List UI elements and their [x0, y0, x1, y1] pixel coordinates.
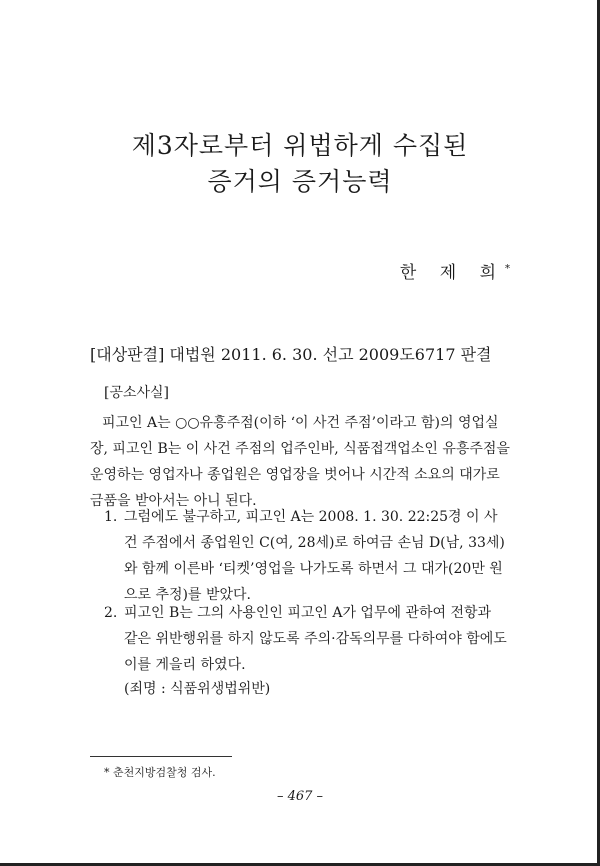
case-reference: [대상판결] 대법원 2011. 6. 30. 선고 2009도6717 판결 [90, 345, 492, 364]
author-footnote-mark: * [505, 263, 510, 275]
title-line-2: 증거의 증거능력 [207, 167, 393, 196]
item-text: 피고인 B는 그의 사용인인 피고인 A가 업무에 관하여 전항과 같은 위반행위를 하지 않도록 주의·감독의무를 다하여야 함에도 이를 게을리 하였다. [124, 605, 507, 673]
title-line-1: 제3자로부터 위법하게 수집된 [131, 131, 469, 160]
item-text: 그럼에도 불구하고, 피고인 A는 2008. 1. 30. 22:25경 이 사건 주점에서 종업원인 C(여, 28세)로 하여금 손님 D(남, 33세)와 함께 이른바 ‘티켓’영업을 나가도록 하면서 그 대가(20만 원으로 추정)를 받았다. [124, 509, 505, 603]
footnote: * 춘천지방검찰청 검사. [104, 766, 216, 779]
item-number: 2. [104, 605, 118, 621]
facts-intro-paragraph: 피고인 A는 ○○유흥주점(이하 ‘이 사건 주점’이라고 함)의 영업실장, 피고인 B는 이 사건 주점의 업주인바, 식품접객업소인 유흥주점을 운영하는 영업자나 종업원은 영업장을 벗어나 시간적 소요의 대가로 금품을 받아서는 아니 된다. [90, 415, 510, 509]
facts-item-2 [104, 600, 508, 678]
facts-heading: [공소사실] [104, 385, 170, 401]
item-number: 1. [104, 509, 118, 525]
footnote-divider [90, 756, 232, 757]
author [400, 258, 510, 283]
author-name: 한 제 희 [399, 263, 505, 283]
crime-name: (죄명 : 식품위생법위반) [124, 681, 271, 697]
facts-item-1 [104, 504, 508, 608]
page-number: – 467 – [276, 789, 324, 804]
